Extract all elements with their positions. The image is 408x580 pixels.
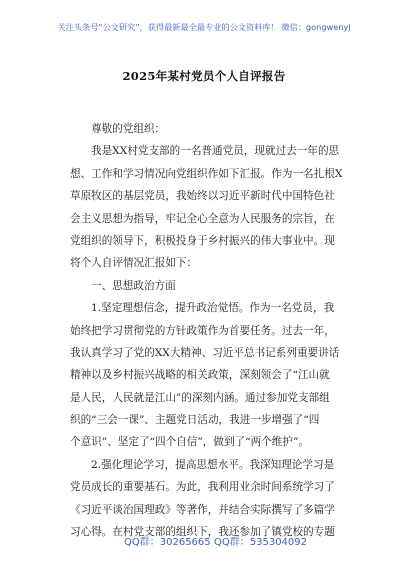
body-line: 《习近平谈治国理政》等著作，并结合实际撰写了多篇学 <box>70 503 335 516</box>
body-line: 将个人自评情况汇报如下： <box>70 257 198 270</box>
page-title: 2025年某村党员个人自评报告 <box>122 69 286 83</box>
body-line: 习心得。在村党支部的组织下，我还参加了镇党校的专题 <box>70 526 335 539</box>
body-line: 党组织的领导下，积极投身于乡村振兴的伟大事业中。现 <box>70 234 335 247</box>
body-line: 党员成长的重要基石。为此，我利用业余时间系统学习了 <box>70 481 335 494</box>
body-line: 1.坚定理想信念，提升政治觉悟。作为一名党员，我 <box>91 302 335 315</box>
body-line: 个意识”、坚定了“四个自信”，做到了“两个维护”。 <box>70 436 309 449</box>
body-line: 2.强化理论学习，提高思想水平。我深知理论学习是 <box>91 458 335 471</box>
footer-qq-group-2: QQ群：535304092 <box>214 537 308 548</box>
body-line: 想、工作和学习情况向党组织作如下汇报。作为一名扎根X <box>70 167 343 180</box>
body-line: 会主义思想为指导，牢记全心全意为人民服务的宗旨，在 <box>70 212 335 225</box>
footer-qq-group-1: QQ群：30265665 <box>124 537 211 548</box>
body-line: 我是XX村党支部的一名普通党员，现就过去一年的思 <box>91 145 340 158</box>
body-line: 一、思想政治方面 <box>91 279 176 292</box>
body-line: 是人民，人民就是江山”的深刻内涵。通过参加党支部组 <box>70 391 330 404</box>
body-line: 尊敬的党组织： <box>91 123 166 135</box>
header-note: 关注头条号“公文研究”，获得最新最全最专业的公文资料库！ 微信：gongwenyj <box>57 22 351 32</box>
body-line: 草原牧区的基层党员，我始终以习近平新时代中国特色社 <box>70 190 335 203</box>
report-body <box>70 118 360 543</box>
body-line: 始终把学习贯彻党的方针政策作为首要任务。过去一年， <box>70 324 335 337</box>
body-line: 精神以及乡村振兴战略的相关政策，深刻领会了“江山就 <box>70 369 330 382</box>
body-line: 我认真学习了党的XX大精神、习近平总书记系列重要讲话 <box>70 346 340 359</box>
body-line: 织的“三会一课”、主题党日活动，我进一步增强了“四 <box>70 414 320 427</box>
